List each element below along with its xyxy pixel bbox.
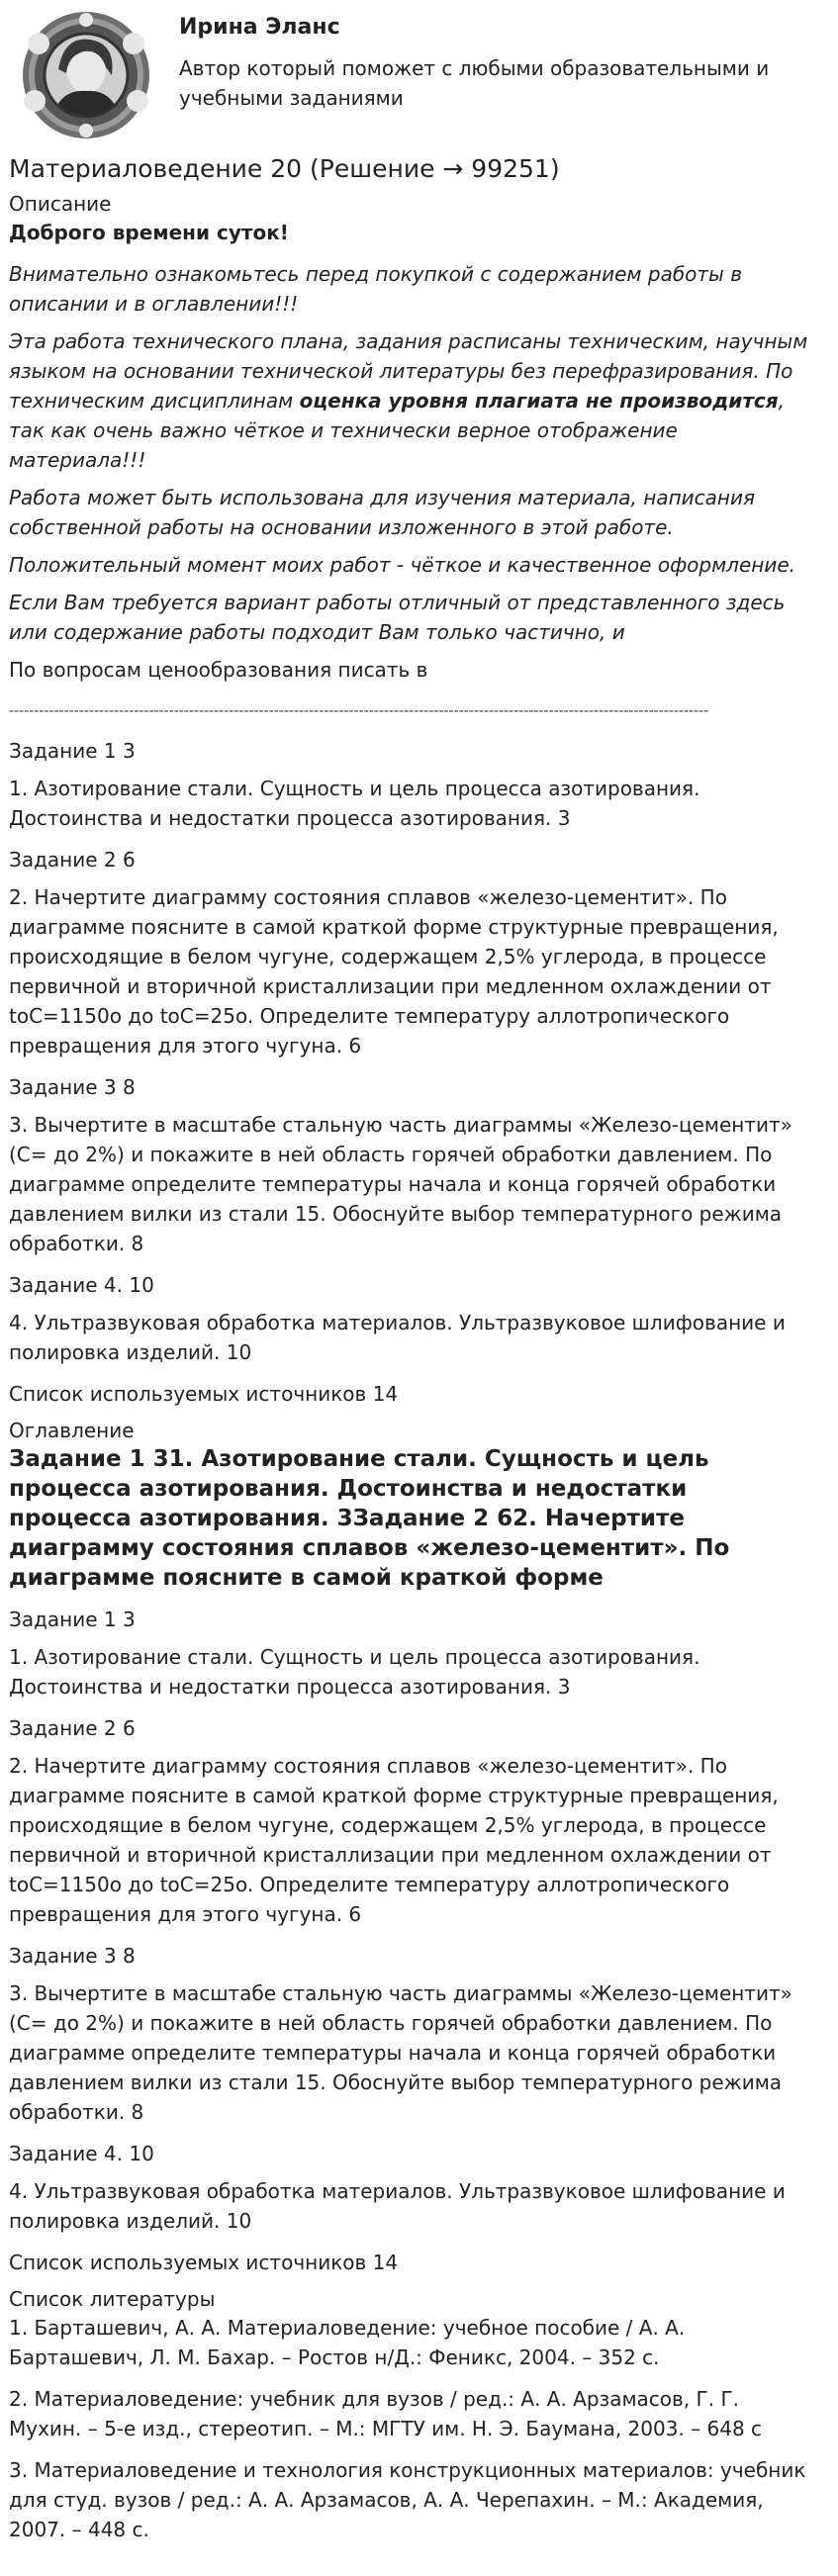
task-label: Задание 2 6 bbox=[9, 1716, 136, 1740]
task-text: 4. Ультразвуковая обработка материалов. Ультразвуковое шлифование и полировка изделий. 10 bbox=[9, 2179, 786, 2233]
task-text: 1. Азотирование стали. Сущность и цель процесса азотирования. Достоинства и недостатки процесса азотирования. 3 bbox=[9, 777, 700, 830]
task-list bbox=[9, 736, 811, 1409]
task-label: Задание 1 3 bbox=[9, 739, 136, 763]
task-text: 2. Начертите диаграмму состояния сплавов «железо-цементит». По диаграмме поясните в самой краткой форме структурные превращения, происходящие в белом чугуне, содержащем 2,5% углерода, в процессе первичной и вторичной кристаллизации при медленном охлаждении от toC=1150o до toC=25o. Определите температуру аллотропического превращения для этого чугуна. 6 bbox=[9, 885, 779, 1058]
description-paragraph bbox=[9, 326, 811, 475]
author-name[interactable]: Ирина Эланс bbox=[179, 15, 340, 40]
references-label: Список литературы bbox=[9, 2287, 216, 2311]
references-list bbox=[9, 2313, 811, 2544]
text-span: , так как очень важно чёткое и технически верное отображение материала!!! bbox=[9, 389, 785, 472]
author-description: Автор который поможет с любыми образовательными и учебными заданиями bbox=[179, 56, 770, 110]
reference-item: 3. Материаловедение и технология конструкционных материалов: учебник для студ. вузов / ред.: А. А. Арзамасов, А. А. Черепахин. – М.: Академия, 2007. – 448 с. bbox=[9, 2458, 806, 2541]
plagiarism-note: оценка уровня плагиата не производится bbox=[299, 389, 779, 413]
task-label: Задание 4. 10 bbox=[9, 1273, 154, 1297]
sources-line: Список используемых источников 14 bbox=[9, 2251, 399, 2274]
task-text: 4. Ультразвуковая обработка материалов. Ультразвуковое шлифование и полировка изделий. 10 bbox=[9, 1311, 786, 1364]
author-info bbox=[179, 8, 812, 113]
description-paragraph: Внимательно ознакомьтесь перед покупкой с содержанием работы в описании и в оглавлении!!! bbox=[9, 262, 742, 316]
greeting-text: Доброго времени суток! bbox=[9, 221, 289, 244]
task-label: Задание 3 8 bbox=[9, 1075, 136, 1099]
description-paragraph: Положительный момент моих работ - чёткое и качественное оформление. bbox=[9, 553, 796, 577]
toc-label: Оглавление bbox=[9, 1419, 135, 1442]
author-card bbox=[9, 8, 811, 146]
pricing-note: По вопросам ценообразования писать в bbox=[9, 658, 428, 682]
description-paragraph: Если Вам требуется вариант работы отличный от представленного здесь или содержание работы подходит Вам только частично, и bbox=[9, 591, 786, 644]
sources-line: Список используемых источников 14 bbox=[9, 1382, 399, 1406]
task-text: 3. Вычертите в масштабе стальную часть диаграммы «Железо-цементит» (С= до 2%) и покажите в ней область горячей обработки давлением. По диаграмме определите температуры начала и конца горячей обработки давлением вилки из стали 15. Обоснуйте выбор температурного режима обработки. 8 bbox=[9, 1981, 792, 2124]
reference-item: 1. Барташевич, А. А. Материаловедение: учебное пособие / А. А. Барташевич, Л. М. Бахар. – Ростов н/Д.: Феникс, 2004. – 352 с. bbox=[9, 2316, 686, 2369]
task-label: Задание 1 3 bbox=[9, 1608, 136, 1631]
task-text: 1. Азотирование стали. Сущность и цель процесса азотирования. Достоинства и недостатки процесса азотирования. 3 bbox=[9, 1645, 700, 1699]
description-label: Описание bbox=[9, 192, 112, 216]
task-label: Задание 4. 10 bbox=[9, 2142, 154, 2165]
film-reel-avatar-icon bbox=[9, 10, 163, 140]
task-text: 2. Начертите диаграмму состояния сплавов «железо-цементит». По диаграмме поясните в самой краткой форме структурные превращения, происходящие в белом чугуне, содержащем 2,5% углерода, в процессе первичной и вторичной кристаллизации при медленном охлаждении от toC=1150o до toC=25o. Определите температуру аллотропического превращения для этого чугуна. 6 bbox=[9, 1754, 779, 1926]
description-paragraph: Работа может быть использована для изучения материала, написания собственной работы на основании изложенного в этой работе. bbox=[9, 486, 756, 539]
text-span: Эта работа технического плана, задания расписаны техническим, научным языком на основании технической литературы без перефразирования. По техническим дисциплинам bbox=[9, 329, 808, 413]
task-label: Задание 2 6 bbox=[9, 848, 136, 872]
toc-task-list bbox=[9, 1605, 811, 2277]
divider: -------------------------------------------------------------------------------------------------------------------------------------------- bbox=[9, 703, 709, 719]
toc-heading: Задание 1 31. Азотирование стали. Сущность и цель процесса азотирования. Достоинства и недостатки процесса азотирования. 3Задание 2 62. Начертите диаграмму состояния сплавов «железо-цементит». По диаграмме поясните в самой краткой форме bbox=[9, 1446, 730, 1591]
task-text: 3. Вычертите в масштабе стальную часть диаграммы «Железо-цементит» (С= до 2%) и покажите в ней область горячей обработки давлением. По диаграмме определите температуры начала и конца горячей обработки давлением вилки из стали 15. Обоснуйте выбор температурного режима обработки. 8 bbox=[9, 1113, 792, 1255]
reference-item: 2. Материаловедение: учебник для вузов / ред.: А. А. Арзамасов, Г. Г. Мухин. – 5-е изд., стереотип. – М.: МГТУ им. Н. Э. Баумана, 2003. – 648 с bbox=[9, 2387, 763, 2440]
author-avatar[interactable] bbox=[9, 10, 163, 140]
page-title: Материаловедение 20 (Решение → 99251) bbox=[9, 154, 560, 183]
task-label: Задание 3 8 bbox=[9, 1944, 136, 1968]
